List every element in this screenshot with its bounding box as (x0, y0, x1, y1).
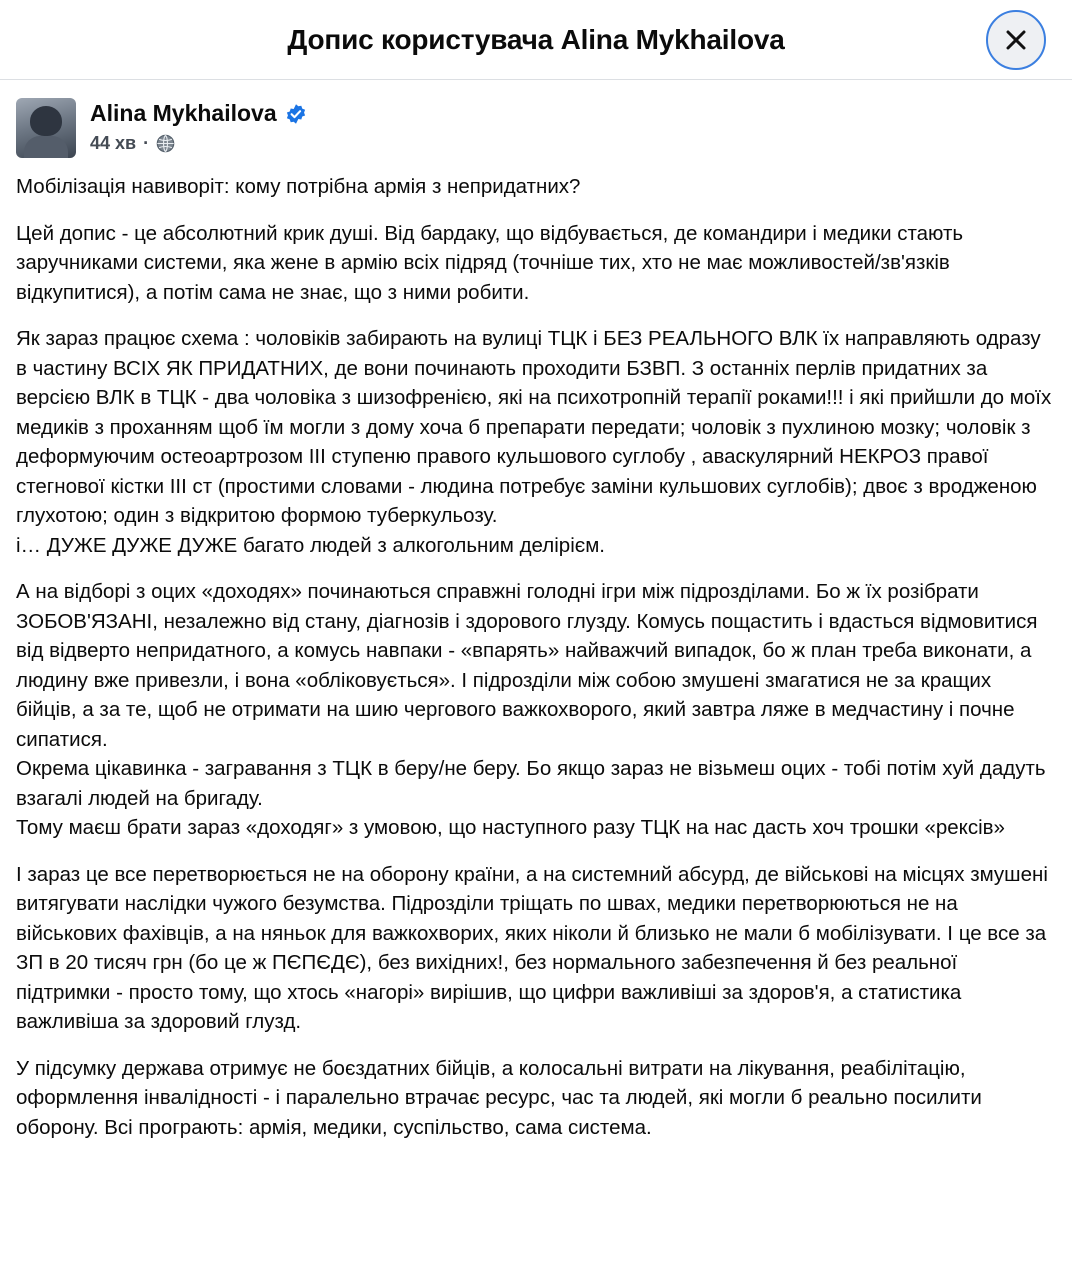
post-header (16, 98, 1056, 158)
globe-icon[interactable] (156, 134, 175, 153)
page-title: Допис користувача Alina Mykhailova (287, 23, 785, 55)
author-name[interactable]: Alina Mykhailova (90, 100, 277, 126)
meta-separator: · (143, 133, 150, 153)
post-container (0, 80, 1072, 1150)
post-meta (90, 133, 307, 154)
post-paragraph-4: А на відборі з оцих «доходях» починаються справжні голодні ігри між підрозділами. Бо ж їх розібрати ЗОБОВ'ЯЗАНІ, незалежно від стану, діагнозів і здорового глузду. Комусь пощастить і вдасться відмовитися від відверто непридатного, а комусь навпаки - «впарять» найважчий випадок, бо ж план треба виконати, а людину вже привезли, і вона «обліковується». І підрозділи між собою змушені змагатися не за кращих бійців, а за те, щоб не отримати на шию чергового важкохворого, який завтра ляже в медчастину і почне сипатися. (16, 580, 1038, 751)
avatar[interactable] (16, 98, 76, 158)
close-icon (1002, 26, 1030, 54)
post-body (16, 172, 1056, 1142)
author-line (90, 100, 307, 127)
post-paragraph-5: Окрема цікавинка - загравання з ТЦК в беру/не беру. Бо якщо зараз не візьмеш оцих - тобі потім хуй дадуть взагалі людей на бригаду. (16, 757, 1046, 810)
verified-badge-icon (285, 103, 307, 125)
post-paragraph-7: І зараз це все перетворюється не на оборону країни, а на системний абсурд, де військові на місцях змушені витягувати наслідки чужого безумства. Підрозділи тріщать по швах, медики перетворюються не на військових фахівців, а на няньок для важкохворих, яких ніколи й близько не мали б мобілізувати. І це все за ЗП в 20 тисяч грн (бо це ж ПЄПЄДЄ), без вихідних!, без нормального забезпечення й без реальної підтримки - просто тому, що хтось «нагорі» вирішив, що цифри важливіші за здоров'я, а статистика важливіша за здоровий глузд. (16, 862, 1048, 1034)
post-paragraph-3: і… ДУЖЕ ДУЖЕ ДУЖЕ багато людей з алкогольним делірієм. (16, 533, 605, 557)
post-paragraph-6: Тому маєш брати зараз «доходяг» з умовою, що наступного разу ТЦК на нас дасть хоч трошки «рексів» (16, 816, 1005, 840)
author-block (90, 98, 307, 154)
post-paragraph-1: Цей допис - це абсолютний крик душі. Від бардаку, що відбувається, де командири і медики стають заручниками системи, яка жене в армію всіх підряд (точніше тих, хто не має можливостей/зв'язків відкупитися), а потім сама не знає, що з ними робити. (16, 221, 964, 304)
post-paragraph-2: Як зараз працює схема : чоловіків забирають на вулиці ТЦК і БЕЗ РЕАЛЬНОГО ВЛК їх направляють одразу в частину ВСІХ ЯК ПРИДАТНИХ, де вони починають проходити БЗВП. З останніх перлів придатних за версією ВЛК в ТЦК - два чоловіка з шизофренією, які на психотропній терапії роками!!! і які прийшли до моїх медиків з проханням щоб їм могли з дому хоча б препарати передати; чоловік з пухлиною мозку; чоловік з деформуючим остеоартрозом ІІІ ступеню правого кульшового суглобу , аваскулярний НЕКРОЗ правої стегнової кістки ІІІ ст (простими словами - людина потребує заміни кульшових суглобів); двоє з вродженою глухотою; один з відкритою формою туберкульозу. (16, 327, 1052, 528)
post-paragraph-8: У підсумку держава отримує не боєздатних бійців, а колосальні витрати на лікування, реабілітацію, оформлення інвалідності - і паралельно втрачає ресурс, час та людей, які могли б реально посилити оборону. Всі програють: армія, медики, суспільство, сама система. (16, 1056, 982, 1139)
close-button[interactable] (986, 10, 1046, 70)
post-timestamp[interactable]: 44 хв (90, 133, 137, 153)
post-paragraph-0: Мобілізація навиворіт: кому потрібна армія з непридатних? (16, 175, 581, 198)
dialog-header (0, 0, 1072, 80)
